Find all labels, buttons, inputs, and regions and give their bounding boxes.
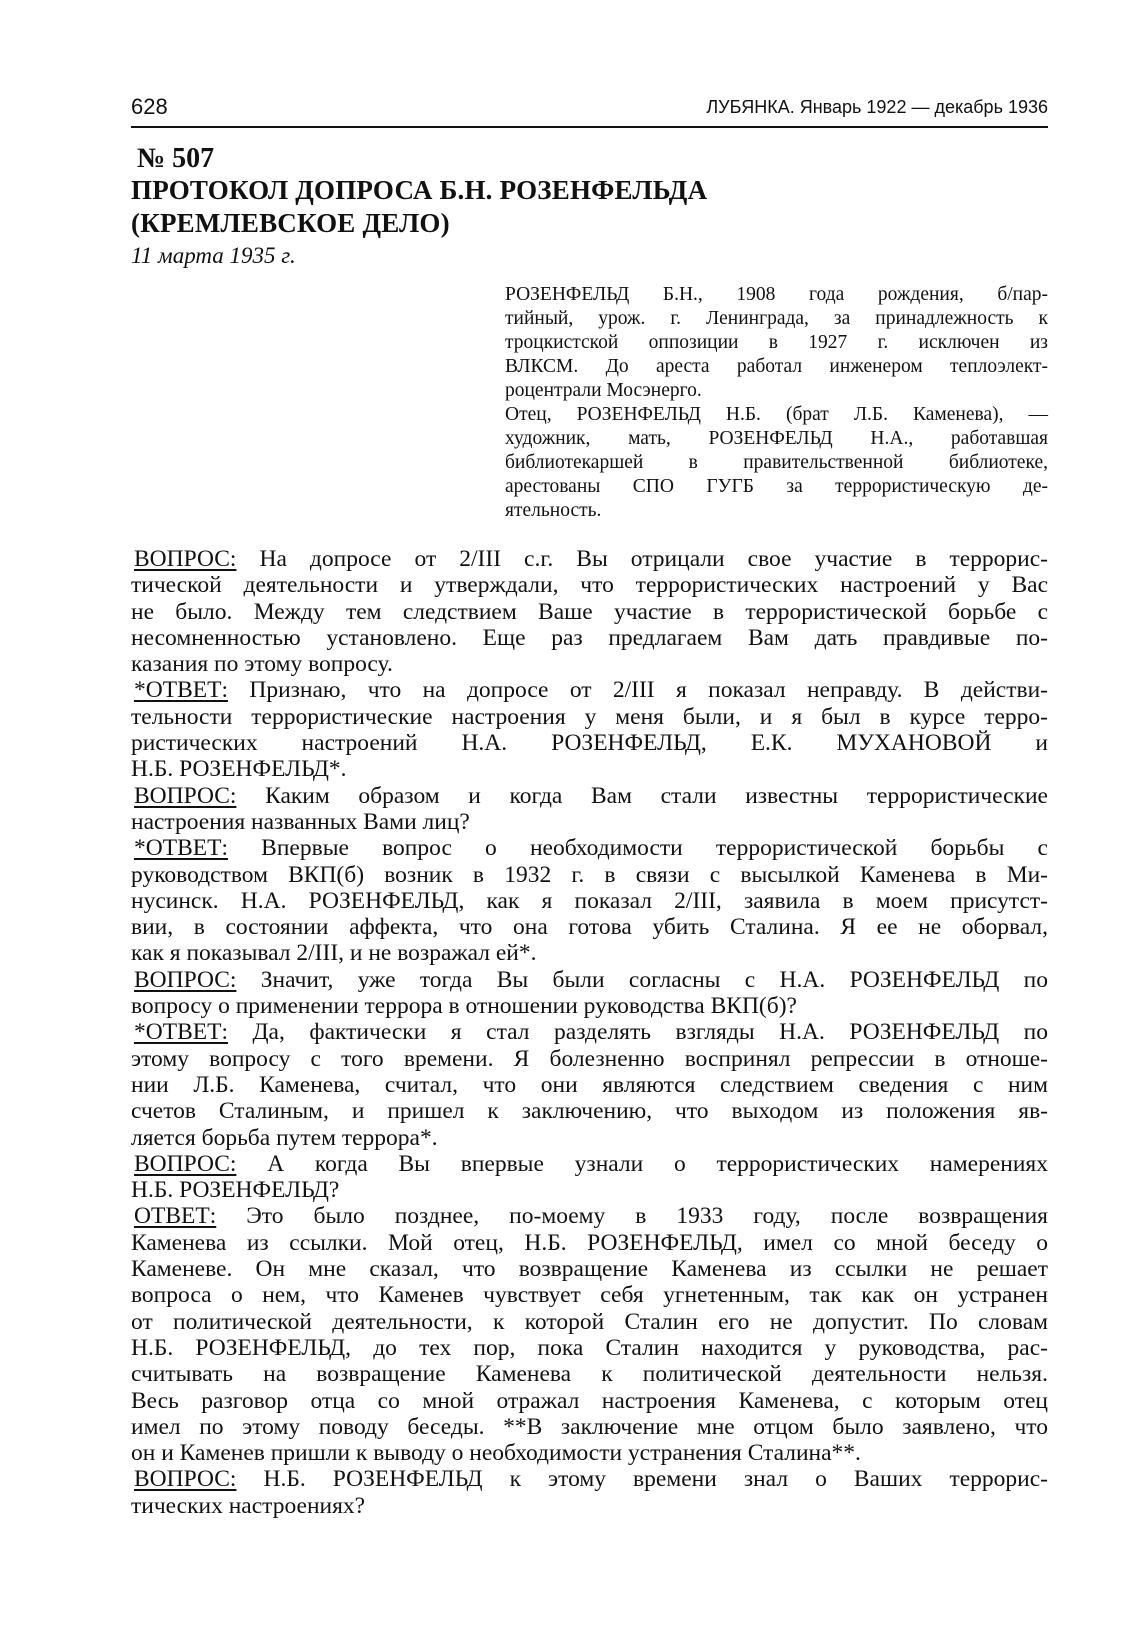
transcript-line: [131, 835, 1048, 861]
transcript-line: руководством ВКП(б) возник в 1932 г. в связи с высылкой Каменева в Ми-: [131, 861, 1048, 888]
answer-block: [131, 835, 1048, 966]
transcript-line: [131, 1019, 1048, 1045]
bio-line: ятельность.: [505, 500, 602, 521]
transcript-line: казания по этому вопросу.: [131, 651, 393, 678]
transcript-text: Впервые вопрос о необходимости террористической борьбы с: [228, 835, 1048, 862]
speaker-label: *ОТВЕТ:: [134, 677, 228, 704]
transcript-line: [131, 677, 1048, 703]
answer-block: [131, 1019, 1048, 1150]
transcript-line: [131, 967, 1048, 993]
transcript-line: ристических настроений Н.А. РОЗЕНФЕЛЬД, Е.К. МУХАНОВОЙ и: [131, 730, 1048, 757]
transcript-line: тельности террористические настроения у меня были, и я был в курсе терро-: [131, 703, 1048, 730]
transcript-text: Каким образом и когда Вам стали известны террористические: [236, 782, 1048, 809]
document-date: 11 марта 1935 г.: [131, 243, 296, 268]
speaker-label: ОТВЕТ:: [134, 1203, 217, 1230]
transcript-line: [131, 546, 1048, 572]
speaker-label: ВОПРОС:: [134, 546, 237, 572]
transcript-line: Каменеве. Он мне сказал, что возвращение Каменева из ссылки не решает: [131, 1256, 1048, 1283]
question-block: [131, 967, 1048, 1020]
bio-line: художник, мать, РОЗЕНФЕЛЬД Н.А., работавшая: [505, 428, 1048, 449]
document-number: № 507: [137, 143, 215, 174]
document-title: [131, 174, 707, 240]
transcript-text: Значит, уже тогда Вы были согласны с Н.А. РОЗЕНФЕЛЬД по: [236, 966, 1048, 993]
transcript-line: тической деятельности и утверждали, что террористических настроений у Вас: [131, 572, 1048, 599]
interrogation-transcript: [131, 546, 1048, 1519]
document-title-line: ПРОТОКОЛ ДОПРОСА Б.Н. РОЗЕНФЕЛЬДА: [131, 175, 708, 205]
question-block: [131, 1151, 1048, 1204]
transcript-line: настроения названных Вами лиц?: [131, 808, 470, 835]
transcript-text: Н.Б. РОЗЕНФЕЛЬД к этому времени знал о Ваших террорис-: [236, 1466, 1048, 1493]
transcript-text: Это было позднее, по-моему в 1933 году, после возвращения: [216, 1203, 1048, 1230]
transcript-line: как я показывал 2/III, и не возражал ей*.: [131, 940, 537, 967]
transcript-line: вии, в состоянии аффекта, что она готова убить Сталина. Я ее не оборвал,: [131, 914, 1048, 941]
speaker-label: ВОПРОС:: [134, 1150, 237, 1177]
transcript-line: ляется борьба путем террора*.: [131, 1124, 438, 1151]
transcript-line: от политической деятельности, к которой Сталин его не допустит. По словам: [131, 1308, 1048, 1335]
bio-line: Отец, РОЗЕНФЕЛЬД Н.Б. (брат Л.Б. Каменева), —: [505, 404, 1048, 425]
running-title: ЛУБЯНКА. Январь 1922 — декабрь 1936: [706, 97, 1048, 117]
bio-line: троцкистской оппозиции в 1927 г. исключен из: [505, 332, 1048, 353]
speaker-label: *ОТВЕТ:: [134, 835, 228, 862]
speaker-label: ВОПРОС:: [134, 1466, 237, 1493]
document-title-line: (КРЕМЛЕВСКОЕ ДЕЛО): [131, 208, 450, 238]
bio-line: ВЛКСМ. До ареста работал инженером теплоэлект-: [505, 356, 1048, 377]
bio-line: роцентрали Мосэнерго.: [505, 380, 702, 401]
transcript-line: не было. Между тем следствием Ваше участие в террористической борьбе с: [131, 598, 1048, 625]
transcript-line: тических настроениях?: [131, 1492, 366, 1519]
bio-line: библиотекаршей в правительственной библиотеке,: [505, 452, 1048, 473]
speaker-label: ВОПРОС:: [134, 966, 237, 993]
page-number: 628: [131, 94, 168, 119]
transcript-line: вопросу о применении террора в отношении руководства ВКП(б)?: [131, 993, 797, 1020]
transcript-line: считывать на возвращение Каменева к политической деятельности нельзя.: [131, 1361, 1048, 1388]
transcript-line: [131, 783, 1048, 809]
running-head: [131, 94, 1048, 124]
bio-line: арестованы СПО ГУГБ за террористическую де-: [505, 476, 1048, 497]
question-block: [131, 783, 1048, 836]
transcript-text: На допросе от 2/III с.г. Вы отрицали свое участие в террорис-: [236, 546, 1048, 572]
transcript-line: счетов Сталиным, и пришел к заключению, что выходом из положения яв-: [131, 1098, 1048, 1125]
transcript-text: Признаю, что на допросе от 2/III я показал неправду. В действи-: [228, 677, 1048, 704]
transcript-line: Н.Б. РОЗЕНФЕЛЬД*.: [131, 756, 347, 783]
speaker-label: ВОПРОС:: [134, 782, 237, 809]
transcript-line: Весь разговор отца со мной отражал настроения Каменева, с которым отец: [131, 1387, 1048, 1414]
speaker-label: *ОТВЕТ:: [134, 1019, 228, 1046]
transcript-line: вопроса о нем, что Каменев чувствует себя угнетенным, так как он устранен: [131, 1282, 1048, 1309]
transcript-line: Каменева из ссылки. Мой отец, Н.Б. РОЗЕНФЕЛЬД, имел со мной беседу о: [131, 1229, 1048, 1256]
transcript-line: Н.Б. РОЗЕНФЕЛЬД, до тех пор, пока Сталин находится у руководства, рас-: [131, 1334, 1048, 1361]
bio-line: РОЗЕНФЕЛЬД Б.Н., 1908 года рождения, б/пар-: [505, 284, 1048, 305]
transcript-line: Н.Б. РОЗЕНФЕЛЬД?: [131, 1177, 340, 1204]
header-rule: [131, 126, 1048, 128]
transcript-line: он и Каменев пришли к выводу о необходимости устранения Сталина**.: [131, 1440, 861, 1467]
transcript-line: нии Л.Б. Каменева, считал, что они являются следствием сведения с ним: [131, 1071, 1048, 1098]
transcript-line: нусинск. Н.А. РОЗЕНФЕЛЬД, как я показал 2/III, заявила в моем присутст-: [131, 887, 1048, 914]
transcript-line: этому вопросу с того времени. Я болезненно воспринял репрессии в отноше-: [131, 1045, 1048, 1072]
transcript-line: [131, 1466, 1048, 1492]
question-block: [131, 546, 1048, 677]
biographical-note: [505, 283, 1048, 523]
transcript-line: [131, 1151, 1048, 1177]
question-block: [131, 1466, 1048, 1519]
answer-block: [131, 1203, 1048, 1466]
transcript-text: Да, фактически я стал разделять взгляды Н.А. РОЗЕНФЕЛЬД по: [228, 1019, 1048, 1046]
transcript-line: несомненностью установлено. Еще раз предлагаем Вам дать правдивые по-: [131, 624, 1048, 651]
bio-line: тийный, урож. г. Ленинграда, за принадлежность к: [505, 308, 1048, 329]
transcript-line: [131, 1203, 1048, 1229]
transcript-text: А когда Вы впервые узнали о террористических намерениях: [236, 1150, 1048, 1177]
transcript-line: имел по этому поводу беседы. **В заключение мне отцом было заявлено, что: [131, 1413, 1048, 1440]
answer-block: [131, 677, 1048, 782]
